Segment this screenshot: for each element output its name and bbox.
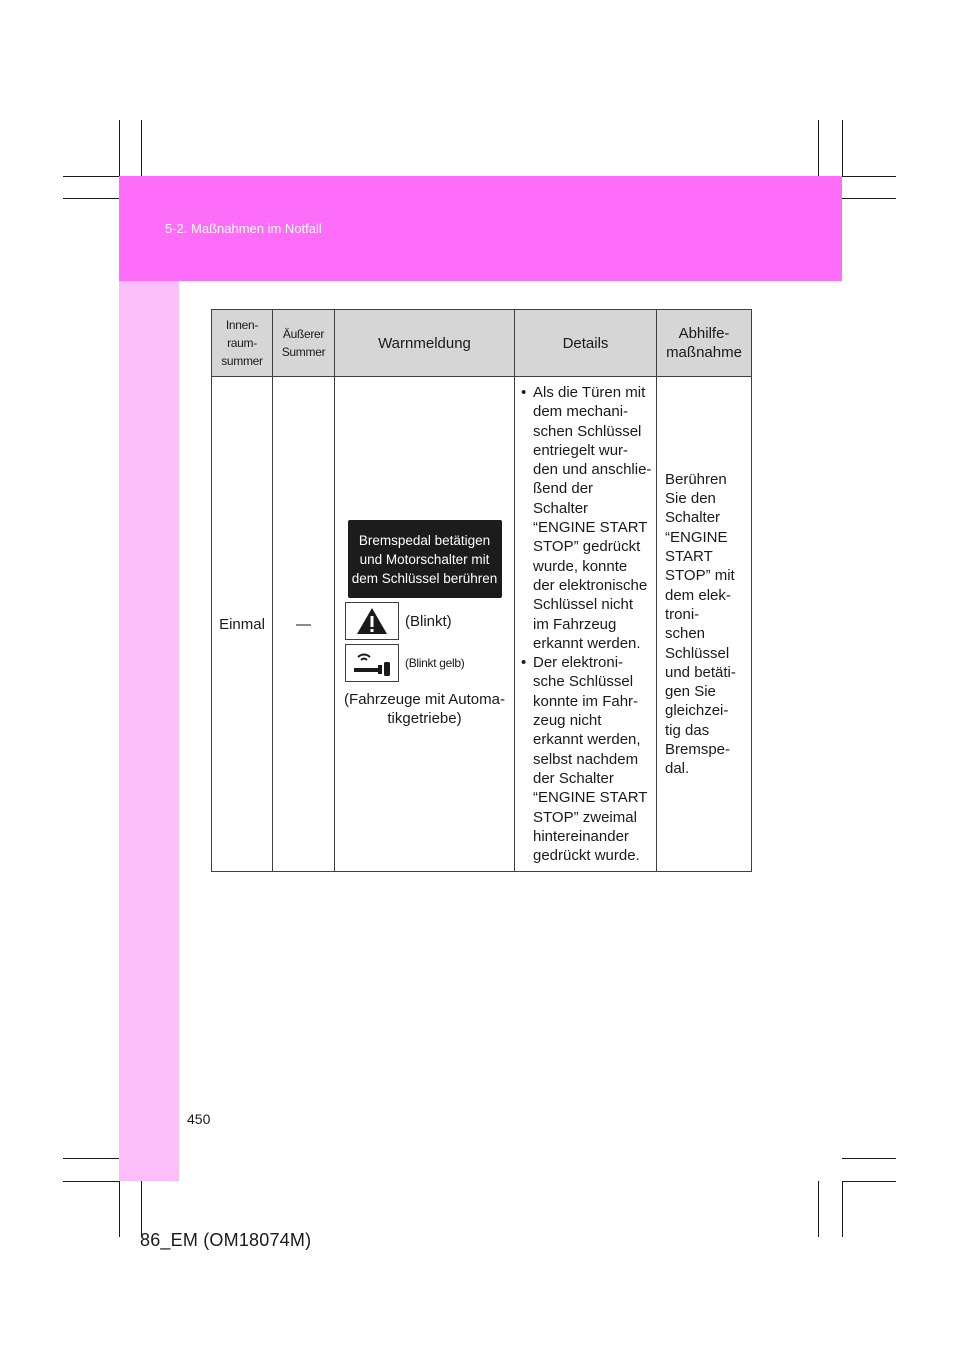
document-code: 86_EM (OM18074M): [140, 1230, 312, 1250]
crop-mark: [63, 198, 119, 199]
crop-mark: [63, 176, 119, 177]
crop-mark: [119, 1181, 120, 1237]
warning-indicator-label: (Blinkt): [405, 612, 452, 630]
header-details: Details: [515, 310, 657, 377]
cell-interior-buzzer: Einmal: [212, 377, 273, 872]
table-header-row: [212, 310, 752, 377]
page-number: 450: [187, 1111, 211, 1127]
crop-mark: [119, 120, 120, 176]
cell-exterior-buzzer: —: [273, 377, 335, 872]
list-item: • Der elektroni- sche Schlüssel konnte im Fahr- zeug nicht erkannt werden, selbst nachdem der Schalter “ENGINE START STOP” zweimal hintereinander gedrückt wurde.: [521, 653, 654, 865]
cell-remedy: [657, 377, 752, 872]
header-interior-buzzer: Innen- raum- summer: [212, 310, 273, 377]
crop-mark: [818, 1181, 819, 1237]
details-list: [515, 377, 656, 871]
crop-mark: [141, 1181, 142, 1237]
crop-mark: [842, 176, 896, 177]
remedy-text: Berühren Sie den Schalter “ENGINE START STOP” mit dem elek- troni- schen Schlüssel und betäti- gen Sie gleichzei- tig das Bremspe- dal.: [665, 470, 736, 778]
crop-mark: [842, 1181, 843, 1237]
crop-mark: [818, 120, 819, 176]
list-item: • Als die Türen mit dem mechani- schen Schlüssel entriegelt wur- den und anschlie- ßend der Schalter “ENGINE START STOP” gedrückt wurde, konnte der elektronische Schlüssel nicht im Fahrzeug erkannt werden.: [521, 383, 654, 653]
header-warning-message: Warnmeldung: [335, 310, 515, 377]
section-title: 5-2. Maßnahmen im Notfall: [165, 221, 322, 236]
table-row: [212, 377, 752, 872]
key-indicator-label: (Blinkt gelb): [405, 655, 465, 670]
cell-details: [515, 377, 657, 872]
header-remedy: Abhilfe- maßnahme: [657, 310, 752, 377]
page-header: [119, 176, 842, 281]
crop-mark: [842, 120, 843, 176]
page-sidebar: [119, 281, 179, 1181]
cell-warning-message: [335, 377, 515, 872]
crop-mark: [63, 1181, 119, 1182]
transmission-note: (Fahrzeuge mit Automa- tikgetriebe): [344, 691, 505, 728]
smart-key-icon: [345, 644, 399, 682]
header-exterior-buzzer: Äußerer Summer: [273, 310, 335, 377]
warning-indicator: [345, 602, 514, 640]
exclamation-triangle-icon: [345, 602, 399, 640]
message-display: [348, 520, 502, 598]
message-text: Bremspedal betätigen und Motorschalter mit dem Schlüssel berühren: [351, 532, 498, 586]
crop-mark: [141, 120, 142, 176]
crop-mark: [842, 198, 896, 199]
key-indicator: [345, 644, 514, 682]
crop-mark: [842, 1181, 896, 1182]
warning-table: [211, 309, 752, 872]
crop-mark: [63, 1158, 119, 1159]
crop-mark: [842, 1158, 896, 1159]
